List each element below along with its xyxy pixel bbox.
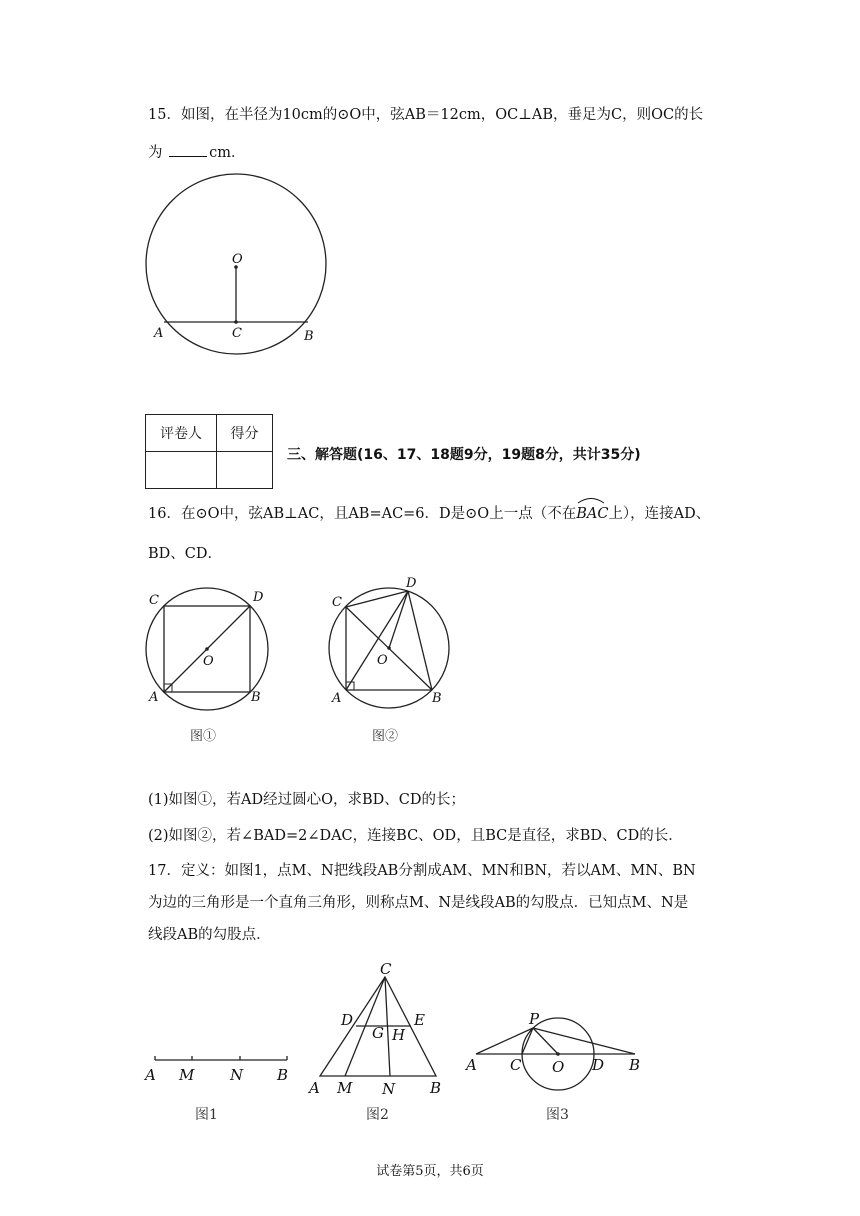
q16-fig1-label-c: C — [149, 593, 159, 608]
q16-fig2-label-c: C — [332, 595, 342, 610]
q16-fig1-label-o: O — [203, 654, 214, 669]
q16-fig2-label-a: A — [332, 691, 342, 706]
q17-fig3-label-b: B — [629, 1056, 641, 1074]
q16-fig1-label-d: D — [253, 590, 264, 605]
q17-fig1-caption: 图1 — [195, 1107, 218, 1123]
q17-fig3-label-p: P — [529, 1010, 540, 1028]
q17-fig3-center — [556, 1052, 560, 1056]
q15-figure — [140, 176, 340, 360]
score-table-header-score: 得分 — [217, 415, 273, 452]
q16-fig1-label-a: A — [149, 690, 159, 705]
q16-fig2-label-d: D — [406, 576, 417, 591]
q15-label-o: O — [232, 252, 243, 267]
q17-fig3-label-c: C — [510, 1056, 522, 1074]
q16-fig2-caption: 图② — [372, 729, 399, 744]
q17-fig3-segment-pb — [533, 1028, 635, 1054]
q16-fig1-caption: 图① — [190, 729, 217, 744]
q15-label-a: A — [154, 326, 164, 341]
q17-fig3-label-a: A — [466, 1056, 477, 1074]
q16-line2: BD、CD． — [148, 546, 223, 562]
q15-line2-post: cm． — [209, 145, 246, 161]
q17-fig2-caption: 图2 — [366, 1107, 389, 1123]
arc-mark-icon — [576, 496, 606, 504]
arc-bac-label: BAC — [576, 506, 609, 522]
q16-fig1-center — [205, 647, 209, 651]
q17-figure-2 — [305, 957, 455, 1132]
q16-part2: (2)如图②，若∠BAD=2∠DAC，连接BC、OD，且BC是直径，求BD、CD的长． — [148, 828, 683, 844]
q17-fig3-label-o: O — [552, 1058, 565, 1076]
section-title: 三、解答题(16、17、18题9分，19题8分，共计35分) — [287, 447, 641, 463]
q17-line2: 为边的三角形是一个直角三角形，则称点M、N是线段AB的勾股点．已知点M、N是 — [148, 895, 689, 911]
q15-line2 — [148, 142, 245, 163]
q17-line1: 17．定义：如图1，点M、N把线段AB分割成AM、MN和BN，若以AM、MN、BN — [148, 863, 696, 879]
q16-line1-pre: 16．在⊙O中，弦AB⊥AC，且AB=AC=6．D是⊙O上一点（不在 — [148, 506, 577, 522]
score-table — [145, 414, 273, 489]
grader-cell[interactable] — [146, 452, 217, 489]
q16-line1 — [148, 504, 710, 524]
q15-label-c: C — [232, 326, 242, 341]
q17-fig1-label-n: N — [230, 1066, 244, 1084]
q16-fig2-segment-bd — [408, 591, 432, 690]
q16-figure-1 — [140, 580, 280, 750]
q17-fig2-label-m: M — [337, 1079, 353, 1097]
q17-fig2-label-d: D — [341, 1011, 354, 1029]
q17-fig1-label-m: M — [179, 1066, 195, 1084]
q17-fig1-label-b: B — [277, 1066, 289, 1084]
arc-bac — [576, 504, 608, 524]
q15-line2-pre: 为 — [148, 145, 163, 161]
q17-fig2-label-b: B — [430, 1079, 442, 1097]
q16-fig1-label-b: B — [251, 690, 261, 705]
score-cell[interactable] — [217, 452, 273, 489]
q17-figure-1 — [145, 1040, 300, 1130]
q17-fig3-segment-po — [533, 1028, 558, 1054]
q17-fig1-label-a: A — [145, 1066, 156, 1084]
q16-fig2-label-o: O — [377, 653, 388, 668]
q16-fig2-label-b: B — [432, 691, 442, 706]
q15-line1: 15．如图，在半径为10cm的⊙O中，弦AB＝12cm，OC⊥AB，垂足为C，则OC的长 — [148, 107, 704, 123]
q17-fig2-label-e: E — [414, 1011, 425, 1029]
q16-fig2-segment-ad — [346, 591, 408, 690]
score-table-header-grader: 评卷人 — [146, 415, 217, 452]
q17-line3: 线段AB的勾股点． — [148, 927, 271, 943]
q17-fig2-label-g: G — [372, 1024, 384, 1042]
q17-fig2-label-n: N — [382, 1080, 396, 1098]
page-footer: 试卷第5页，共6页 — [376, 1164, 484, 1179]
q15-point-c — [234, 320, 238, 324]
q17-fig2-label-c: C — [380, 960, 392, 978]
q17-figure-3 — [462, 1008, 647, 1133]
q16-fig2-segment-od — [389, 591, 408, 648]
q16-figure-2 — [322, 572, 462, 750]
q16-fig2-center — [387, 646, 391, 650]
q17-fig2-label-h: H — [392, 1026, 406, 1044]
q17-fig2-label-a: A — [309, 1079, 320, 1097]
q16-line1-post: 上），连接AD、 — [608, 506, 711, 522]
q15-label-b: B — [304, 329, 314, 344]
answer-blank[interactable] — [169, 142, 207, 157]
q17-fig3-caption: 图3 — [546, 1107, 569, 1123]
q17-fig3-label-d: D — [592, 1056, 605, 1074]
q16-part1: (1)如图①，若AD经过圆心O，求BD、CD的长； — [148, 792, 466, 808]
